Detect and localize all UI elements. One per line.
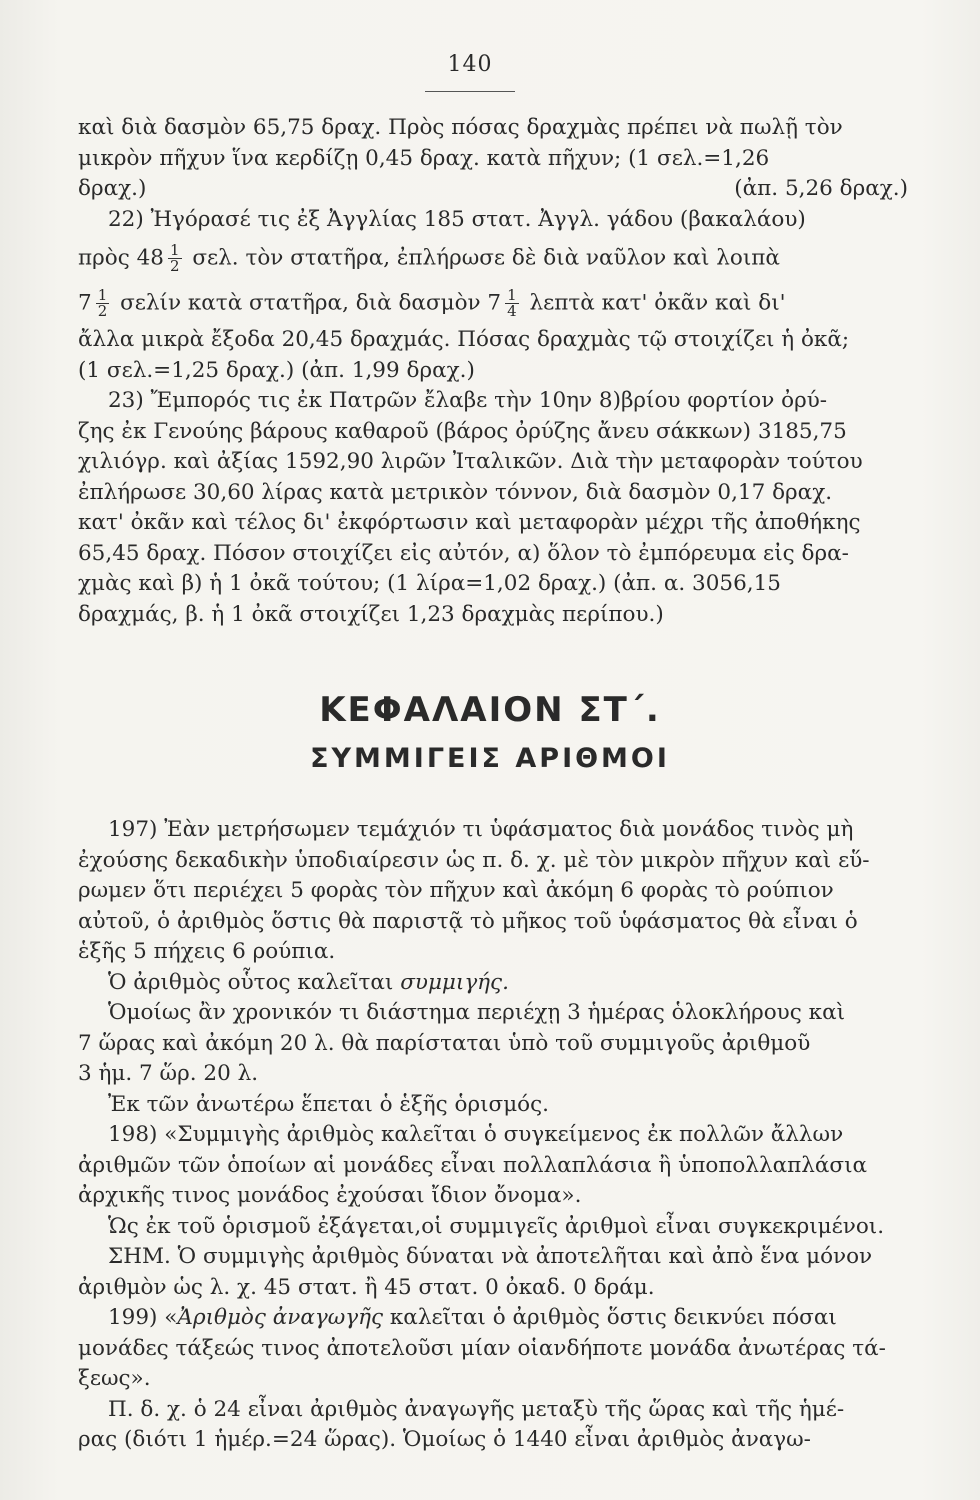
- text-line: ἀρχικῆς τινος μονάδος ἐχούσαι ἴδιον ὄνομα».: [78, 1183, 582, 1208]
- fraction: [96, 288, 110, 319]
- chapter-title: ΚΕΦΑΛΑΙΟΝ ΣΤ΄.: [319, 690, 661, 730]
- text-line: Ὁμοίως ἂν χρονικόν τι διάστημα περιέχῃ 3 ἡμέρας ὁλοκλήρους καὶ: [108, 1000, 846, 1025]
- text-line: χιλιόγρ. καὶ ἀξίας 1592,90 λιρῶν Ἰταλικῶν. Διὰ τὴν μεταφορὰν τούτου: [78, 449, 863, 474]
- fraction-numerator: 1: [507, 286, 517, 304]
- text-fragment: Ὁ ἀριθμὸς οὗτος καλεῖται: [108, 969, 394, 995]
- text-fragment: 7: [78, 290, 92, 316]
- text-line: κατ' ὀκᾶν καὶ τέλος δι' ἐκφόρτωσιν καὶ μεταφορὰν μέχρι τῆς ἀποθήκης: [78, 510, 861, 535]
- paragraph-198: 198) «Συμμιγὴς ἀριθμὸς καλεῖται ὁ συγκείμενος ἐκ πολλῶν ἄλλων: [108, 1122, 844, 1147]
- text-line: χμὰς καὶ β) ἡ 1 ὀκᾶ τούτου; (1 λίρα=1,02 δραχ.) (ἀπ. α. 3056,15: [78, 571, 781, 596]
- text-line: 65,45 δραχ. Πόσον στοιχίζει εἰς αὐτόν, α) ὅλον τὸ ἐμπόρευμα εἰς δρα-: [78, 540, 849, 566]
- term-italic: συμμιγής.: [400, 969, 509, 995]
- text-line: ξεως».: [78, 1366, 151, 1391]
- text-fragment: καλεῖται ὁ ἀριθμὸς ὅστις δεικνύει πόσαι: [389, 1305, 837, 1330]
- text-fragment: λεπτὰ κατ' ὀκᾶν καὶ δι': [529, 290, 786, 316]
- fraction: [168, 243, 182, 274]
- exercise-23: 23) Ἔμπορός τις ἐκ Πατρῶν ἔλαβε τὴν 10ην 8)βρίου φορτίον ὀρύ-: [108, 388, 828, 413]
- text-line: [78, 288, 908, 319]
- exercises-block: [78, 113, 908, 630]
- text-line: ζης ἐκ Γενούης βάρους καθαροῦ (βάρος ὀρύζης ἄνευ σάκκων) 3185,75: [78, 418, 847, 444]
- fraction-denominator: 4: [507, 302, 517, 320]
- text-line: δραχμάς, β. ἡ 1 ὀκᾶ στοιχίζει 1,23 δραχμὰς περίπου.): [78, 601, 664, 627]
- text-line: αὐτοῦ, ὁ ἀριθμὸς ὅστις θὰ παριστᾷ τὸ μῆκος τοῦ ὑφάσματος θὰ εἶναι ὁ: [78, 908, 858, 934]
- note-line: ΣΗΜ. Ὁ συμμιγὴς ἀριθμὸς δύναται νὰ ἀποτελῆται καὶ ἀπὸ ἕνα μόνον: [108, 1244, 873, 1269]
- answer-text: (ἀπ. 5,26 δραχ.): [734, 176, 908, 201]
- fraction-numerator: 1: [97, 286, 108, 304]
- text-line: ρας (διότι 1 ἡμέρ.=24 ὥρας). Ὁμοίως ὁ 1440 εἶναι ἀριθμὸς ἀναγω-: [78, 1427, 811, 1452]
- text-line: Ἐκ τῶν ἀνωτέρω ἕπεται ὁ ἑξῆς ὁρισμός.: [108, 1091, 549, 1117]
- text-line: μονάδες τάξεώς τινος ἀποτελοῦσι μίαν οἱανδήποτε μονάδα ἀνωτέρας τά-: [78, 1335, 886, 1361]
- text-fragment: σελίν κατὰ στατῆρα, διὰ δασμὸν 7: [120, 290, 502, 316]
- text-line: [78, 243, 908, 274]
- text-line: 7 ὥρας καὶ ἀκόμη 20 λ. θὰ παρίσταται ὑπὸ τοῦ συμμιγοῦς ἀριθμοῦ: [78, 1030, 811, 1056]
- fraction: [505, 288, 519, 319]
- main-body: [78, 815, 908, 1456]
- text-line: ἐπλήρωσε 30,60 λίρας κατὰ μετρικὸν τόννον, διὰ δασμὸν 0,17 δραχ.: [78, 479, 833, 505]
- page-number-rule: [425, 91, 515, 92]
- text-line: ἀριθμῶν τῶν ὁποίων αἱ μονάδες εἶναι πολλαπλάσια ἢ ὑποπολλαπλάσια: [78, 1152, 868, 1178]
- paragraph-199: [78, 1303, 908, 1334]
- exercise-22: 22) Ἠγόρασέ τις ἐξ Ἀγγλίας 185 στατ. Ἀγγλ. γάδου (βακαλάου): [108, 206, 806, 232]
- fraction-denominator: 2: [97, 302, 108, 320]
- fraction-denominator: 2: [169, 257, 180, 275]
- text-fragment: πρὸς 48: [78, 245, 164, 271]
- term-italic: Ἀριθμὸς ἀναγωγῆς: [177, 1305, 384, 1330]
- text-line: Π. δ. χ. ὁ 24 εἶναι ἀριθμὸς ἀναγωγῆς μεταξὺ τῆς ὥρας καὶ τῆς ἡμέ-: [108, 1396, 845, 1422]
- text-fragment: δραχ.): [78, 176, 147, 201]
- fraction-numerator: 1: [169, 241, 180, 259]
- text-line: (1 σελ.=1,25 δραχ.) (ἀπ. 1,99 δραχ.): [78, 357, 475, 383]
- text-line: Ὡς ἐκ τοῦ ὁρισμοῦ ἐξάγεται,οἱ συμμιγεῖς ἀριθμοὶ εἶναι συγκεκριμένοι.: [108, 1213, 885, 1239]
- text-line: 3 ἡμ. 7 ὥρ. 20 λ.: [78, 1061, 259, 1086]
- page-number: 140: [447, 52, 493, 77]
- chapter-subtitle: ΣΥΜΜΙΓΕΙΣ ΑΡΙΘΜΟΙ: [310, 743, 670, 774]
- text-line: ἐχούσης δεκαδικὴν ὑποδιαίρεσιν ὡς π. δ. χ. μὲ τὸν μικρὸν πῆχυν καὶ εὕ-: [78, 847, 870, 873]
- text-line: καὶ διὰ δασμὸν 65,75 δραχ. Πρὸς πόσας δραχμὰς πρέπει νὰ πωλῇ τὸν: [78, 115, 843, 140]
- text-fragment: 199) «: [108, 1305, 178, 1330]
- text-line: [78, 968, 908, 999]
- text-line: [78, 174, 908, 205]
- paragraph-197: 197) Ἐὰν μετρήσωμεν τεμάχιόν τι ὑφάσματος διὰ μονάδος τινὸς μὴ: [108, 817, 854, 842]
- text-fragment: σελ. τὸν στατῆρα, ἐπλήρωσε δὲ διὰ ναῦλον καὶ λοιπὰ: [192, 245, 780, 271]
- text-line: ἀριθμὸν ὡς λ. χ. 45 στατ. ἢ 45 στατ. 0 ὀκαδ. 0 δράμ.: [78, 1274, 655, 1300]
- text-line: ἑξῆς 5 πήχεις 6 ρούπια.: [78, 939, 336, 964]
- text-line: μικρὸν πῆχυν ἵνα κερδίζῃ 0,45 δραχ. κατὰ πῆχυν; (1 σελ.=1,26: [78, 145, 770, 171]
- text-line: ρωμεν ὅτι περιέχει 5 φορὰς τὸν πῆχυν καὶ ἀκόμη 6 φορὰς τὸ ρούπιον: [78, 878, 834, 903]
- text-line: ἄλλα μικρὰ ἔξοδα 20,45 δραχμάς. Πόσας δραχμὰς τῷ στοιχίζει ἡ ὀκᾶ;: [78, 327, 850, 352]
